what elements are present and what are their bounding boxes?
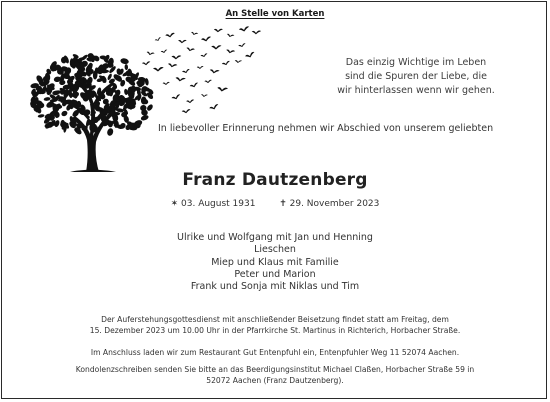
condolence-line: Kondolenzschreiben senden Sie bitte an das Beerdigungsinstitut Michael Claßen, Horbacher Straße 59 in bbox=[75, 365, 475, 374]
mourners-list bbox=[0, 232, 550, 293]
reception-notice bbox=[0, 347, 550, 358]
reception-line: Im Anschluss laden wir zum Restaurant Gut Entenpfuhl ein, Entenpfuhler Weg 11 52074 Aachen. bbox=[90, 348, 460, 357]
intro-text: In liebevoller Erinnerung nehmen wir Abschied von unserem geliebten bbox=[158, 123, 494, 134]
quote-line: Das einzig Wichtige im Leben bbox=[345, 57, 487, 68]
cross-icon: ✝ bbox=[279, 199, 287, 209]
life-dates bbox=[0, 199, 550, 209]
memorial-quote bbox=[330, 56, 502, 98]
mourner-line: Frank und Sonja mit Niklas und Tim bbox=[190, 281, 360, 293]
death-date: 29. November 2023 bbox=[289, 199, 380, 209]
flying-birds bbox=[142, 26, 261, 114]
birth-date: 03. August 1931 bbox=[181, 199, 256, 209]
service-line: Der Auferstehungsgottesdienst mit anschließender Beisetzung findet statt am Freitag, dem bbox=[101, 315, 449, 324]
birth-star-icon: ✶ bbox=[170, 199, 179, 209]
condolence-notice bbox=[0, 364, 550, 386]
condolence-line: 52072 Aachen (Franz Dautzenberg). bbox=[206, 376, 344, 385]
mourner-line: Peter und Marion bbox=[234, 268, 316, 280]
quote-line: wir hinterlassen wenn wir gehen. bbox=[337, 85, 495, 96]
deceased-name: Franz Dautzenberg bbox=[182, 170, 368, 190]
mourner-line: Lieschen bbox=[254, 244, 296, 256]
mourner-line: Ulrike und Wolfgang mit Jan und Henning bbox=[177, 232, 373, 243]
service-line: 15. Dezember 2023 um 10.00 Uhr in der Pfarrkirche St. Martinus in Richterich, Horbacher Straße. bbox=[89, 326, 461, 335]
service-notice bbox=[0, 314, 550, 336]
quote-line: sind die Spuren der Liebe, die bbox=[345, 71, 487, 82]
mourner-line: Miep und Klaus mit Familie bbox=[211, 256, 339, 268]
notice-heading: An Stelle von Karten bbox=[225, 9, 325, 19]
